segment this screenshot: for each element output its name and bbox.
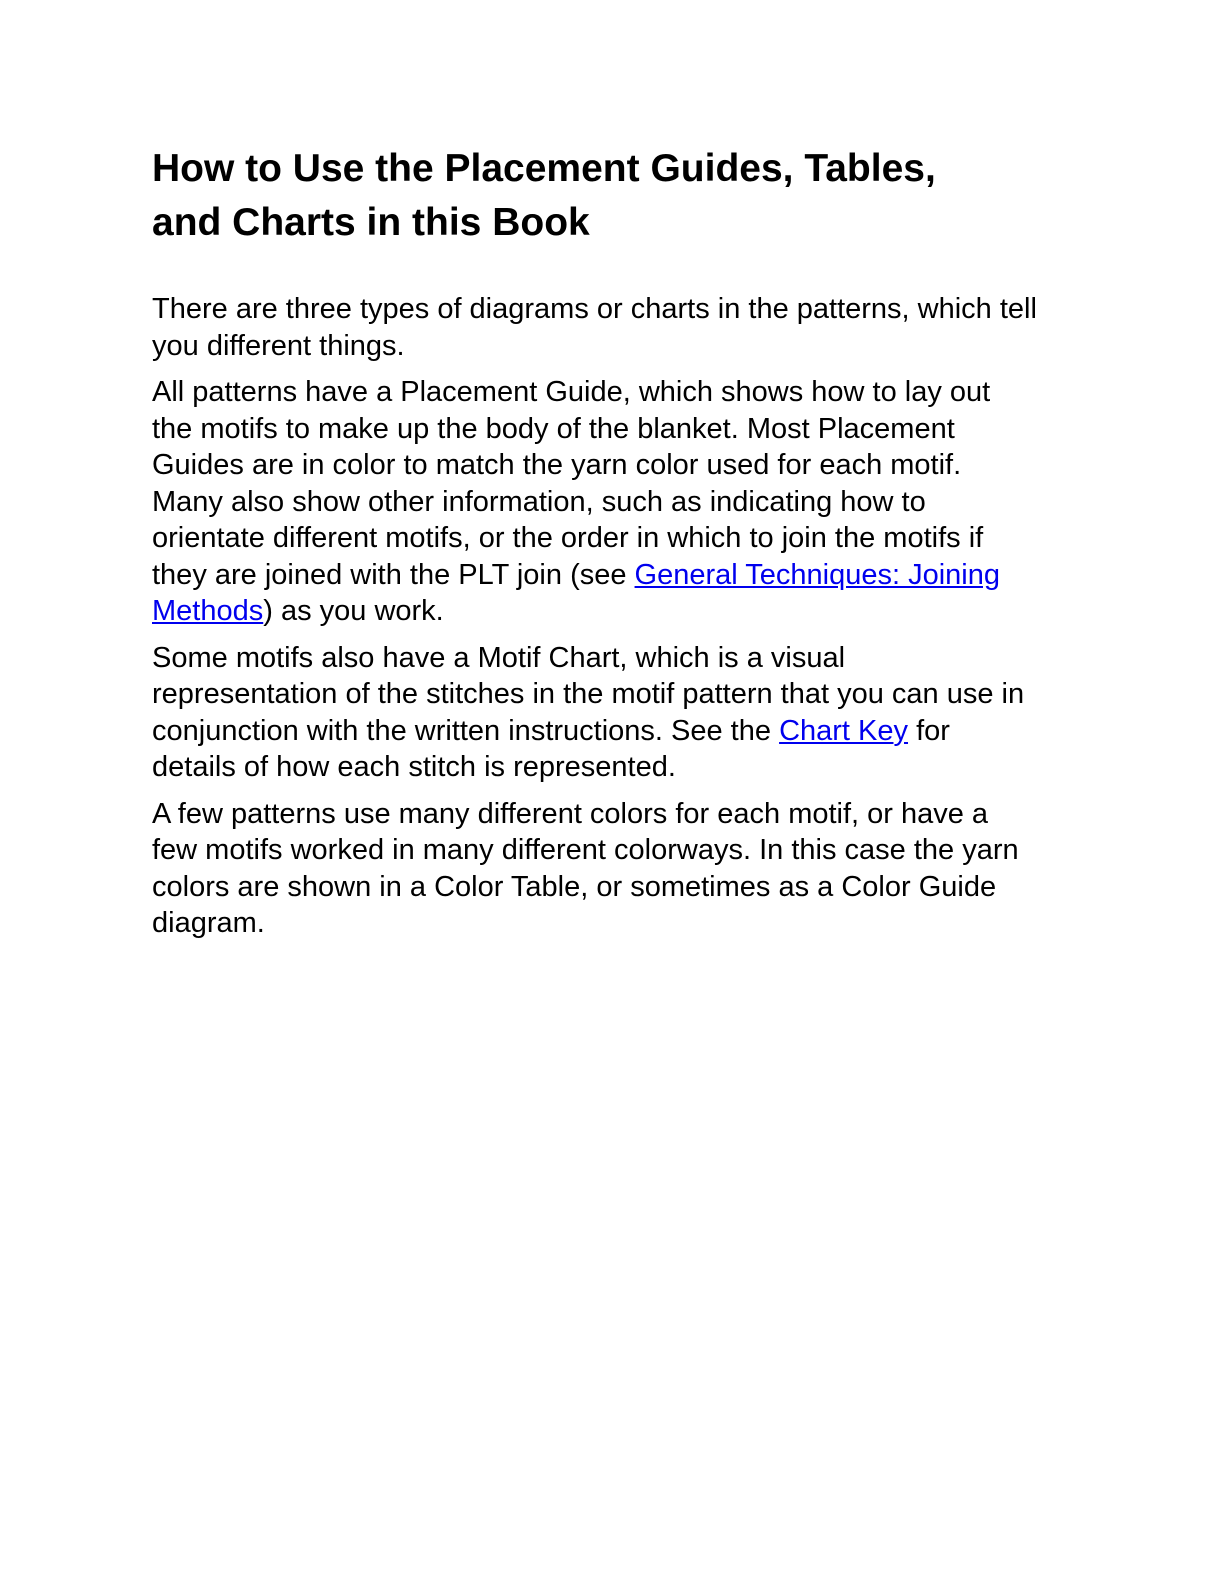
general-techniques-joining-methods-link[interactable]: General Techniques: Joining (634, 558, 1000, 591)
body-text (152, 291, 1072, 942)
paragraph-4 (152, 796, 1072, 942)
text-run: diagram. (152, 907, 265, 939)
paragraph-1 (152, 291, 1072, 364)
general-techniques-joining-methods-link[interactable]: Methods (152, 595, 264, 627)
text-line (152, 713, 1072, 750)
text-line (152, 869, 1072, 906)
text-run: they are joined with the PLT join (see (152, 558, 635, 591)
text-line (152, 447, 1072, 484)
text-line (152, 593, 1072, 630)
text-run: Some motifs also have a Motif Chart, which is a visual (152, 641, 846, 674)
text-run: There are three types of diagrams or charts in the patterns, which tell (152, 293, 1037, 325)
text-line (152, 484, 1072, 521)
text-line (152, 676, 1072, 713)
text-run: orientate different motifs, or the order in which to join the motifs if (152, 522, 984, 554)
text-run: the motifs to make up the body of the blanket. Most Placement (152, 412, 955, 445)
chart-key-link[interactable]: Chart Key (779, 714, 909, 747)
text-line (152, 796, 1072, 833)
text-run: All patterns have a Placement Guide, which shows how to lay out (152, 376, 991, 408)
text-line (152, 557, 1072, 594)
text-run: you different things. (152, 329, 405, 362)
text-run: Many also show other information, such as indicating how to (152, 485, 926, 518)
page-title (152, 142, 1072, 250)
text-line (152, 749, 1072, 786)
paragraph-2 (152, 374, 1072, 630)
text-line (152, 520, 1072, 557)
text-run: representation of the stitches in the motif pattern that you can use in (152, 678, 1025, 710)
text-run: colors are shown in a Color Table, or sometimes as a Color Guide (152, 870, 997, 903)
text-run: details of how each stitch is represented. (152, 751, 676, 783)
text-line (152, 411, 1072, 448)
text-run: for (908, 714, 950, 747)
text-run: conjunction with the written instructions. See the (152, 714, 780, 747)
text-run: ) as you work. (263, 595, 444, 627)
paragraph-3 (152, 640, 1072, 786)
text-line (152, 374, 1072, 411)
text-run: Guides are in color to match the yarn color used for each motif. (152, 449, 962, 481)
text-line (152, 328, 1072, 365)
page-title-line-1: How to Use the Placement Guides, Tables, (152, 147, 936, 190)
text-line (152, 291, 1072, 328)
text-line (152, 905, 1072, 942)
page-title-line-2: and Charts in this Book (152, 201, 590, 244)
text-line (152, 640, 1072, 677)
text-run: few motifs worked in many different colorways. In this case the yarn (152, 834, 1019, 866)
text-line (152, 832, 1072, 869)
text-run: A few patterns use many different colors for each motif, or have a (152, 797, 989, 830)
